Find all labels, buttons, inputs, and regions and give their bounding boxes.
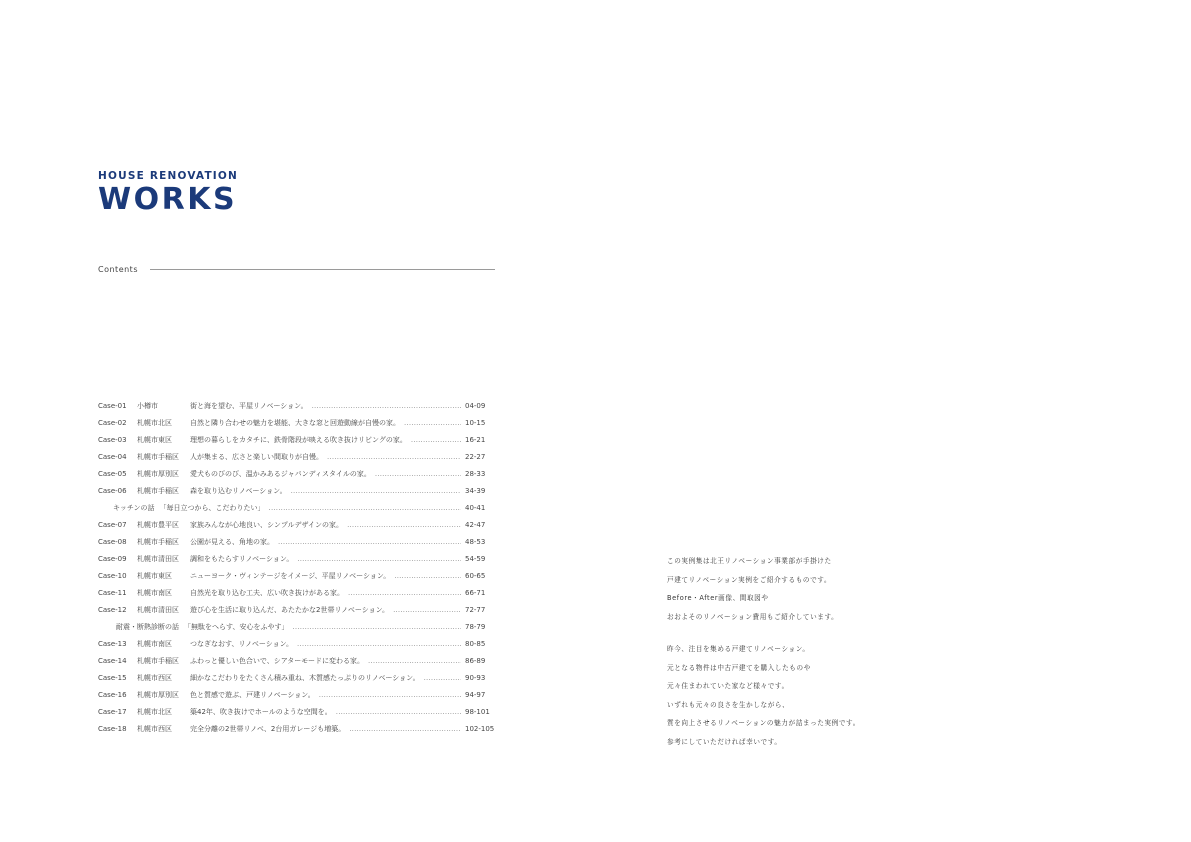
toc-pages: 90-93 <box>465 673 486 682</box>
intro-line: 戸建てリノベーション実例をご紹介するものです。 <box>667 575 832 584</box>
toc-leader-dots <box>297 555 461 563</box>
toc-area: 札幌市清田区 <box>137 605 179 614</box>
toc-pages: 16-21 <box>465 435 486 444</box>
toc-pages: 102-105 <box>465 724 495 733</box>
toc-pages: 48-53 <box>465 537 486 546</box>
brand-logo <box>98 170 238 216</box>
toc-title: 調和をもたらすリノベーション。 <box>190 554 294 563</box>
toc-title: 築42年、吹き抜けでホールのような空間を。 <box>190 707 332 716</box>
toc-row <box>98 550 495 567</box>
toc-pages: 80-85 <box>465 639 486 648</box>
toc-title: 「無駄をへらす、安心をふやす」 <box>184 622 289 631</box>
toc-case-number: Case-07 <box>98 520 127 529</box>
toc-title: ふわっと優しい色合いで、シアターモードに変わる家。 <box>190 656 365 665</box>
toc-feature-row <box>98 618 495 635</box>
toc-pages: 54-59 <box>465 554 486 563</box>
toc-area: 札幌市北区 <box>137 707 172 716</box>
paragraph-gap <box>667 629 927 643</box>
toc-pages: 94-97 <box>465 690 486 699</box>
toc-area: 札幌市清田区 <box>137 554 179 563</box>
toc-area: 札幌市東区 <box>137 571 172 580</box>
toc-title: 「毎日立つから、こだわりたい」 <box>159 503 265 512</box>
toc-title: ニューヨーク・ヴィンテージをイメージ、平屋リノベーション。 <box>190 571 391 580</box>
intro-line: 元となる物件は中古戸建てを購入したものや <box>667 663 811 672</box>
toc-area: 札幌市手稲区 <box>137 452 179 461</box>
brand-subtitle: HOUSE RENOVATION <box>98 170 239 182</box>
toc-area: 札幌市厚別区 <box>137 690 179 699</box>
toc-area: 小樽市 <box>137 401 158 410</box>
toc-title: つなぎなおす、リノベーション。 <box>190 639 294 648</box>
toc-title: 公園が見える、角地の家。 <box>190 537 274 546</box>
toc-area: 札幌市手稲区 <box>137 486 179 495</box>
toc-area: 札幌市西区 <box>137 724 172 733</box>
toc-row <box>98 448 495 465</box>
toc-leader-dots <box>393 606 461 614</box>
toc-pages: 22-27 <box>465 452 486 461</box>
toc-case-number: Case-03 <box>98 435 127 444</box>
brand-title: WORKS <box>98 182 238 217</box>
toc-row <box>98 601 495 618</box>
toc-case-number: Case-15 <box>98 673 127 682</box>
toc-case-number: Case-08 <box>98 537 127 546</box>
toc-area: 札幌市手稲区 <box>137 656 179 665</box>
toc-pages: 60-65 <box>465 571 486 580</box>
toc-row <box>98 584 495 601</box>
toc-case-number: Case-06 <box>98 486 127 495</box>
toc-case-number: Case-01 <box>98 401 127 410</box>
toc-case-number: Case-12 <box>98 605 127 614</box>
toc-pages: 78-79 <box>465 622 486 631</box>
toc-row <box>98 465 495 482</box>
toc-title: 完全分離の2世帯リノベ、2台用ガレージも増築。 <box>190 724 346 733</box>
toc-pages: 86-89 <box>465 656 486 665</box>
toc-leader-dots <box>327 453 461 461</box>
toc-leader-dots <box>394 572 461 580</box>
toc-row <box>98 652 495 669</box>
toc-leader-dots <box>375 470 461 478</box>
toc-feature-series: キッチンの話 <box>113 503 155 512</box>
toc-title: 自然と隣り合わせの魅力を堪能、大きな窓と回遊動線が自慢の家。 <box>190 418 400 427</box>
toc-area: 札幌市東区 <box>137 435 172 444</box>
intro-line: この実例集は北王リノベーション事業部が手掛けた <box>667 557 832 565</box>
toc-leader-dots <box>269 504 461 512</box>
toc-case-number: Case-16 <box>98 690 127 699</box>
contents-label: Contents <box>98 265 138 274</box>
toc-case-number: Case-02 <box>98 418 127 427</box>
toc-leader-dots <box>312 402 461 410</box>
toc-leader-dots <box>404 419 461 427</box>
intro-line: 質を向上させるリノベーションの魅力が詰まった実例です。 <box>667 719 860 727</box>
toc-row <box>98 686 495 703</box>
intro-line: いずれも元々の良さを生かしながら、 <box>667 700 790 709</box>
toc-pages: 42-47 <box>465 520 486 529</box>
intro-line: Before・After画像、間取図や <box>667 594 769 602</box>
toc-leader-dots <box>424 674 461 682</box>
toc-case-number: Case-13 <box>98 639 127 648</box>
toc-row <box>98 720 495 737</box>
toc-leader-dots <box>368 657 461 665</box>
toc-leader-dots <box>297 640 461 648</box>
toc-title: 遊び心を生活に取り込んだ、あたたかな2世帯リノベーション。 <box>190 605 390 614</box>
intro-line: 元々住まわれていた家など様々です。 <box>667 682 789 690</box>
toc-row <box>98 397 495 414</box>
toc-feature-row <box>98 499 495 516</box>
toc-title: 街と海を望む、平屋リノベーション。 <box>190 401 308 410</box>
toc-row <box>98 516 495 533</box>
toc-title: 人が集まる、広さと楽しい間取りが自慢。 <box>190 452 323 461</box>
toc-case-number: Case-09 <box>98 554 127 563</box>
toc-case-number: Case-17 <box>98 707 127 716</box>
toc-title: 色と質感で遊ぶ、戸建リノベーション。 <box>190 690 315 699</box>
toc-row <box>98 533 495 550</box>
toc-case-number: Case-14 <box>98 656 127 665</box>
toc-area: 札幌市厚別区 <box>137 469 179 478</box>
toc-case-number: Case-10 <box>98 571 127 580</box>
toc-row <box>98 431 495 448</box>
toc-title: 理想の暮らしをカタチに、鉄骨階段が映える吹き抜けリビングの家。 <box>190 435 407 444</box>
toc-pages: 04-09 <box>465 401 486 410</box>
toc-area: 札幌市豊平区 <box>137 520 179 529</box>
toc-leader-dots <box>349 725 461 733</box>
toc-row <box>98 635 495 652</box>
toc-row <box>98 567 495 584</box>
toc-pages: 98-101 <box>465 707 490 716</box>
toc-row <box>98 414 495 431</box>
toc-leader-dots <box>319 691 461 699</box>
toc-title: 自然光を取り込む工夫、広い吹き抜けがある家。 <box>190 588 344 597</box>
contents-divider <box>150 269 495 270</box>
toc-pages: 34-39 <box>465 486 486 495</box>
toc-leader-dots <box>291 487 461 495</box>
toc-area: 札幌市北区 <box>137 418 172 427</box>
toc-leader-dots <box>347 521 461 529</box>
toc-pages: 28-33 <box>465 469 486 478</box>
toc-leader-dots <box>348 589 461 597</box>
contents-header <box>98 265 495 274</box>
toc-pages: 66-71 <box>465 588 486 597</box>
toc-leader-dots <box>411 436 461 444</box>
toc-case-number: Case-05 <box>98 469 127 478</box>
toc-leader-dots <box>292 623 461 631</box>
toc-case-number: Case-04 <box>98 452 127 461</box>
toc-title: 家族みんなが心地良い、シンプルデザインの家。 <box>190 520 344 529</box>
toc-leader-dots <box>278 538 461 546</box>
toc-row <box>98 482 495 499</box>
toc-area: 札幌市南区 <box>137 639 172 648</box>
toc-row <box>98 669 495 686</box>
toc-area: 札幌市西区 <box>137 673 172 682</box>
toc-pages: 10-15 <box>465 418 486 427</box>
toc-pages: 72-77 <box>465 605 486 614</box>
toc-row <box>98 703 495 720</box>
intro-text <box>667 555 927 754</box>
toc-area: 札幌市南区 <box>137 588 172 597</box>
toc-case-number: Case-11 <box>98 588 127 597</box>
toc-case-number: Case-18 <box>98 724 127 733</box>
table-of-contents <box>98 397 495 737</box>
toc-title: 愛犬ものびのび、温かみあるジャパンディスタイルの家。 <box>190 469 371 478</box>
intro-line: 参考にしていただければ幸いです。 <box>667 737 782 746</box>
toc-title: 森を取り込むリノベーション。 <box>190 486 287 495</box>
toc-area: 札幌市手稲区 <box>137 537 179 546</box>
intro-line: 昨今、注目を集める戸建てリノベーション。 <box>667 645 810 653</box>
toc-leader-dots <box>336 708 461 716</box>
intro-line: おおよそのリノベーション費用もご紹介しています。 <box>667 612 839 621</box>
toc-pages: 40-41 <box>465 503 486 512</box>
toc-title: 細かなこだわりをたくさん積み重ね、木質感たっぷりのリノベーション。 <box>190 673 420 682</box>
toc-feature-series: 耐震・断熱診断の話 <box>116 622 179 631</box>
